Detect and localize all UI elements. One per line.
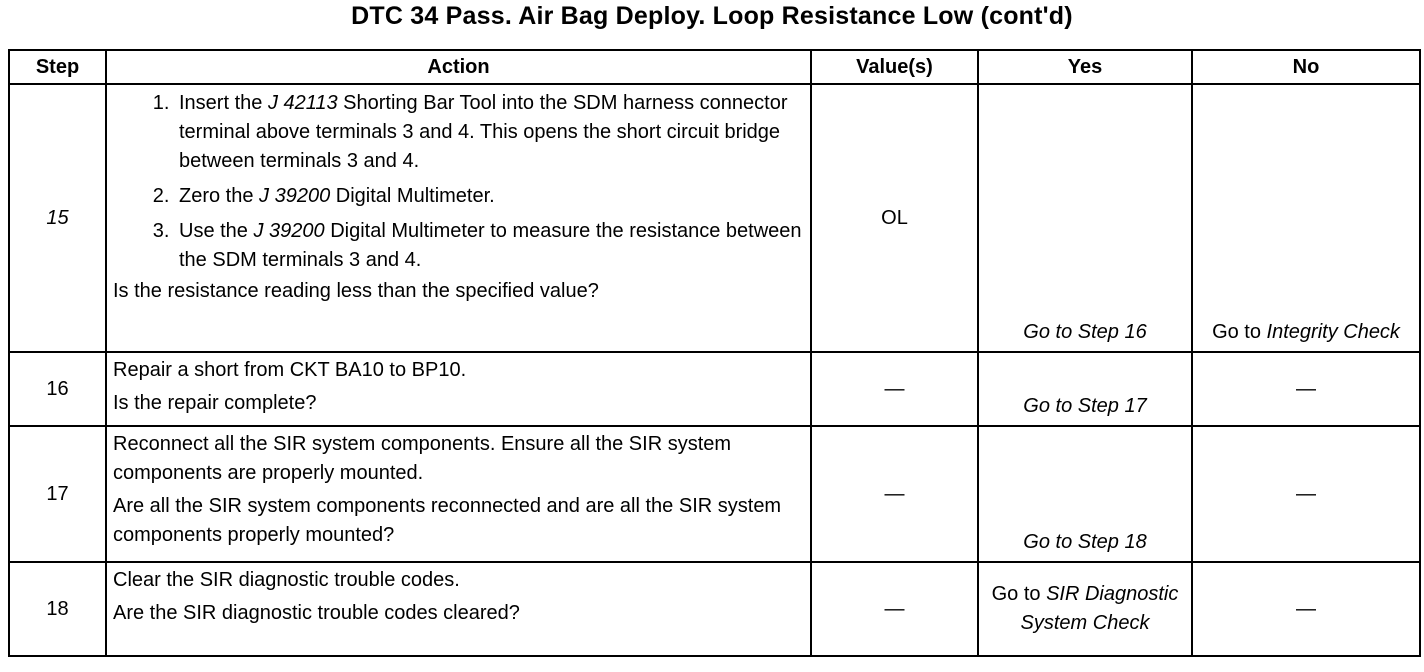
value-cell <box>811 84 978 352</box>
action-cell <box>106 84 811 352</box>
step-number: 16 <box>9 352 106 426</box>
action-cell <box>106 426 811 562</box>
action-question: Are all the SIR system components reconnected and are all the SIR system components properly mounted? <box>113 495 782 546</box>
yes-cell <box>978 562 1192 656</box>
value-cell <box>811 562 978 656</box>
yes-link[interactable]: Go to Step 17 <box>1023 395 1147 417</box>
action-text: Clear the SIR diagnostic trouble codes. <box>113 569 460 591</box>
table-row-step-17 <box>9 426 1420 562</box>
diagnostic-table <box>8 49 1421 657</box>
step-number: 17 <box>9 426 106 562</box>
header-step: Step <box>9 50 106 84</box>
value-text: — <box>884 377 905 400</box>
action-question: Are the SIR diagnostic trouble codes cleared? <box>113 602 520 624</box>
header-action: Action <box>106 50 811 84</box>
tool-name: J 39200 <box>253 220 325 242</box>
value-cell <box>811 352 978 426</box>
header-values: Value(s) <box>811 50 978 84</box>
action-step: 1. Insert the J 42113 Shorting Bar Tool into the SDM harness connector terminal above terminals 3 and 4. This opens the short circuit bridge between terminals 3 and 4. <box>175 89 804 176</box>
action-cell <box>106 352 811 426</box>
action-step: 3. Use the J 39200 Digital Multimeter to measure the resistance between the SDM terminals 3 and 4. <box>175 217 804 275</box>
step-number: 18 <box>9 562 106 656</box>
yes-cell <box>978 426 1192 562</box>
table-row-step-16 <box>9 352 1420 426</box>
no-text: — <box>1296 377 1316 400</box>
yes-link[interactable]: Go to Step 16 <box>1023 321 1147 343</box>
yes-link[interactable]: Go to SIR Diagnostic System Check <box>991 583 1179 634</box>
action-question: Is the resistance reading less than the specified value? <box>113 280 599 302</box>
no-text: — <box>1296 482 1316 505</box>
yes-link[interactable]: Go to Step 18 <box>1023 531 1147 553</box>
no-cell <box>1192 426 1420 562</box>
yes-cell <box>978 352 1192 426</box>
action-text: Reconnect all the SIR system components. Ensure all the SIR system components are properly mounted. <box>113 433 732 484</box>
page-title: DTC 34 Pass. Air Bag Deploy. Loop Resistance Low (cont'd) <box>351 2 1073 30</box>
header-row <box>9 50 1420 84</box>
no-cell <box>1192 352 1420 426</box>
tool-name: J 39200 <box>259 185 331 207</box>
table-row-step-18 <box>9 562 1420 656</box>
no-link[interactable]: Go to Integrity Check <box>1212 321 1400 343</box>
action-text: Repair a short from CKT BA10 to BP10. <box>113 359 467 381</box>
action-cell <box>106 562 811 656</box>
table-row-step-15 <box>9 84 1420 352</box>
header-yes: Yes <box>978 50 1192 84</box>
value-text: OL <box>881 206 908 229</box>
action-steps-list <box>113 89 804 275</box>
action-question: Is the repair complete? <box>113 392 317 414</box>
value-text: — <box>884 482 905 505</box>
action-step: 2. Zero the J 39200 Digital Multimeter. <box>175 182 804 211</box>
header-no: No <box>1192 50 1420 84</box>
yes-cell <box>978 84 1192 352</box>
step-number: 15 <box>9 84 106 352</box>
tool-name: J 42113 <box>267 92 338 114</box>
no-text: — <box>1296 597 1316 620</box>
no-cell <box>1192 562 1420 656</box>
value-text: — <box>884 597 905 620</box>
value-cell <box>811 426 978 562</box>
no-cell <box>1192 84 1420 352</box>
